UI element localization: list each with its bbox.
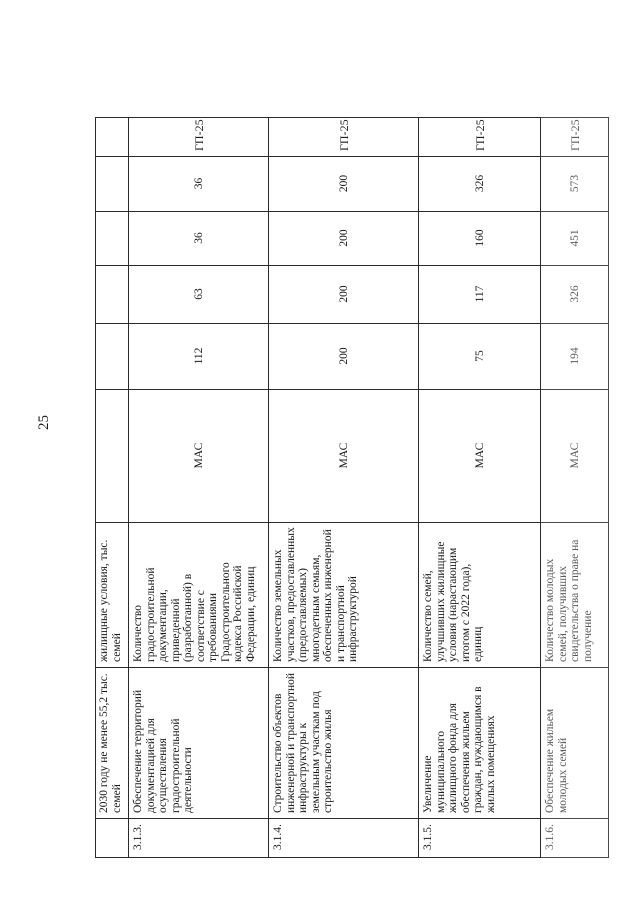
table-row (541, 118, 609, 858)
cell-indicator: Количество семей, улучшивших жилищные условия (нарастающим итогом с 2022 года), единиц (419, 523, 541, 668)
cell-source: МАС (541, 390, 609, 523)
cell-value-3: 36 (129, 212, 269, 266)
cell-value-1: 200 (269, 324, 419, 390)
cell-value-4 (96, 157, 129, 212)
cell-index (96, 819, 129, 858)
cell-task: Строительство объектов инженерной и транспортной инфраструктуры к земельным участкам под строительство жилья (269, 668, 419, 819)
cell-indicator-continued: 2030 году не менее 55,2 тыс. семей (96, 668, 129, 819)
cell-value-3 (96, 212, 129, 266)
program-table (95, 118, 603, 858)
table-row-continuation (96, 118, 129, 858)
cell-indicator: Количество земельных участков, предоставленных (предоставляемых) многодетным семьям, обеспеченных инженерной и транспортной инфраструктурой (269, 523, 419, 668)
cell-value-1: 112 (129, 324, 269, 390)
cell-index: 3.1.5. (419, 819, 541, 858)
cell-value-1: 194 (541, 324, 609, 390)
cell-index: 3.1.3. (129, 819, 269, 858)
cell-value-2: 117 (419, 266, 541, 324)
page-number: 25 (36, 415, 52, 430)
cell-value-4: 573 (541, 157, 609, 212)
cell-task: Обеспечение территорий документацией для осуществления градостроительной деятельности (129, 668, 269, 819)
cell-value-3: 200 (269, 212, 419, 266)
cell-value-4: 36 (129, 157, 269, 212)
cell-value-1 (96, 324, 129, 390)
table-row (419, 118, 541, 858)
table-row (269, 118, 419, 858)
cell-value-2 (96, 266, 129, 324)
table-row (129, 118, 269, 858)
cell-source (96, 390, 129, 523)
cell-value-3: 160 (419, 212, 541, 266)
cell-source: МАС (419, 390, 541, 523)
cell-value-4: 326 (419, 157, 541, 212)
cell-source: МАС (129, 390, 269, 523)
cell-code: ГП-25 (269, 118, 419, 157)
cell-indicator: Количество градостроительной документации, приведенной (разработанной) в соответствие с требованиями Градостроительного кодекса Российской Федерации, единиц (129, 523, 269, 668)
cell-task: Увеличение муниципального жилищного фонда для обеспечения жильем граждан, нуждающимся в жилых помещениях (419, 668, 541, 819)
indicators-table (95, 117, 609, 858)
cell-index: 3.1.6. (541, 819, 609, 858)
cell-code: ГП-25 (541, 118, 609, 157)
cell-index: 3.1.4. (269, 819, 419, 858)
cell-value-4: 200 (269, 157, 419, 212)
cell-code: ГП-25 (129, 118, 269, 157)
cell-value-2: 63 (129, 266, 269, 324)
cell-unit-continued: жилищные условия, тыс. семей (96, 523, 129, 668)
cell-value-3: 451 (541, 212, 609, 266)
cell-value-2: 200 (269, 266, 419, 324)
cell-code (96, 118, 129, 157)
cell-code: ГП-25 (419, 118, 541, 157)
cell-value-2: 326 (541, 266, 609, 324)
cell-source: МАС (269, 390, 419, 523)
cell-task: Обеспечение жильем молодых семей (541, 668, 609, 819)
cell-indicator: Количество молодых семей, получивших свидетельства о праве на получение (541, 523, 609, 668)
cell-value-1: 75 (419, 324, 541, 390)
